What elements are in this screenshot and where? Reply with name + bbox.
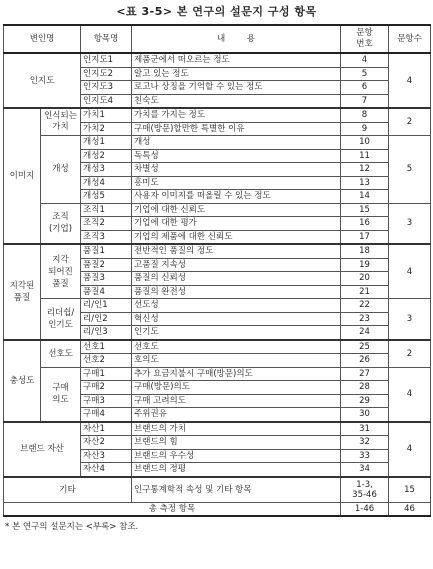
no-cell: 10 (341, 136, 389, 150)
content-cell: 혁신성 (132, 312, 341, 326)
item-cell: 선호1 (81, 340, 132, 354)
item-cell: 조직1 (81, 203, 132, 217)
content-cell: 호의도 (132, 354, 341, 368)
item-cell: 선호2 (81, 354, 132, 368)
item-cell: 인지도3 (81, 81, 132, 95)
count-cell: 4 (389, 53, 431, 108)
table-row (4, 53, 431, 67)
content-cell: 차별성 (132, 163, 341, 177)
item-cell: 품질3 (81, 272, 132, 286)
total-label: 총 측정 항목 (4, 502, 341, 516)
content-cell: 독특성 (132, 149, 341, 163)
content-cell: 선호도 (132, 340, 341, 354)
content-cell: 구매 고려의도 (132, 394, 341, 408)
no-cell: 24 (341, 326, 389, 340)
header-content: 내 용 (132, 25, 341, 53)
content-cell: 기업의 제품에 대한 신뢰도 (132, 230, 341, 244)
table-row (4, 203, 431, 217)
content-cell: 기업에 대한 평가 (132, 217, 341, 231)
item-cell: 조직3 (81, 230, 132, 244)
content-cell: 품질의 신뢰성 (132, 272, 341, 286)
content-cell: 품질의 완전성 (132, 285, 341, 299)
content-cell: 개성 (132, 136, 341, 150)
no-cell: 13 (341, 176, 389, 190)
content-cell: 브랜드의 우수성 (132, 449, 341, 463)
item-cell: 가치2 (81, 122, 132, 136)
content-cell: 주위권유 (132, 408, 341, 422)
no-cell: 31 (341, 422, 389, 436)
no-cell: 16 (341, 217, 389, 231)
table-row (4, 299, 431, 313)
no-cell: 6 (341, 81, 389, 95)
item-cell: 개성5 (81, 190, 132, 204)
item-cell: 가치1 (81, 108, 132, 122)
no-cell: 14 (341, 190, 389, 204)
content-cell: 친숙도 (132, 94, 341, 108)
subgroup-name: 구매 의도 (41, 367, 81, 422)
no-cell: 23 (341, 312, 389, 326)
total-row (4, 502, 431, 516)
item-cell: 조직2 (81, 217, 132, 231)
group-name: 충성도 (4, 340, 41, 422)
item-cell: 자산2 (81, 436, 132, 450)
group-name: 지각된 품질 (4, 244, 41, 340)
table-row (4, 367, 431, 381)
no-cell: 33 (341, 449, 389, 463)
item-cell: 구매4 (81, 408, 132, 422)
content-cell: 전반적인 품질의 정도 (132, 244, 341, 258)
no-cell: 30 (341, 408, 389, 422)
no-cell: 26 (341, 354, 389, 368)
total-no: 1-46 (341, 502, 389, 516)
content-cell: 추가 요금지불시 구매(방문)의도 (132, 367, 341, 381)
subgroup-name: 조직 (기업) (41, 203, 81, 244)
content-cell: 기업에 대한 신뢰도 (132, 203, 341, 217)
item-cell: 인지도4 (81, 94, 132, 108)
table-row (4, 340, 431, 354)
group-name: 인지도 (4, 53, 81, 108)
content-cell: 인기도 (132, 326, 341, 340)
item-cell: 개성4 (81, 176, 132, 190)
survey-table (3, 24, 431, 517)
no-cell: 11 (341, 149, 389, 163)
no-cell: 25 (341, 340, 389, 354)
item-cell: 자산1 (81, 422, 132, 436)
item-cell: 리/인2 (81, 312, 132, 326)
count-cell: 3 (389, 299, 431, 340)
no-cell: 17 (341, 230, 389, 244)
item-cell: 리/인1 (81, 299, 132, 313)
no-cell: 8 (341, 108, 389, 122)
item-cell: 품질4 (81, 285, 132, 299)
footnote: * 본 연구의 설문지는 <부록> 참조. (5, 522, 139, 532)
no-cell: 32 (341, 436, 389, 450)
content-cell: 선도성 (132, 299, 341, 313)
content-cell: 제품군에서 떠오르는 정도 (132, 53, 341, 67)
subgroup-name: 인식되는 가치 (41, 108, 81, 136)
content-cell: 구매(방문)할만한 특별한 이유 (132, 122, 341, 136)
count-cell: 3 (389, 203, 431, 244)
no-cell: 19 (341, 258, 389, 272)
no-cell: 27 (341, 367, 389, 381)
table-row (4, 136, 431, 150)
no-cell: 21 (341, 285, 389, 299)
content-cell: 고품질 지속성 (132, 258, 341, 272)
content-cell: 구매(방문)의도 (132, 381, 341, 395)
content-cell: 브랜드의 가치 (132, 422, 341, 436)
content-cell: 사용자 이미지를 떠올릴 수 있는 정도 (132, 190, 341, 204)
table-row (4, 244, 431, 258)
table-caption: <표 3-5> 본 연구의 설문지 구성 항목 (116, 5, 317, 18)
no-cell: 4 (341, 53, 389, 67)
subgroup-name: 선호도 (41, 340, 81, 368)
subgroup-name: 지각 되어진 품질 (41, 244, 81, 299)
content-cell: 알고 있는 정도 (132, 67, 341, 81)
content-cell: 브랜드의 힘 (132, 436, 341, 450)
count-cell: 4 (389, 422, 431, 477)
item-cell: 자산4 (81, 463, 132, 477)
no-cell: 15 (341, 203, 389, 217)
subgroup-name: 리더쉽/ 인기도 (41, 299, 81, 340)
table-row (4, 108, 431, 122)
no-cell: 20 (341, 272, 389, 286)
count-cell: 15 (389, 477, 431, 503)
content-cell: 브랜드의 정평 (132, 463, 341, 477)
count-cell: 4 (389, 367, 431, 422)
item-cell: 인지도2 (81, 67, 132, 81)
no-cell: 29 (341, 394, 389, 408)
header-variable: 변인명 (4, 25, 81, 53)
header-item-no: 문항 번호 (341, 25, 389, 53)
no-cell: 7 (341, 94, 389, 108)
count-cell: 2 (389, 340, 431, 368)
count-cell: 4 (389, 244, 431, 299)
content-cell: 인구통계학적 속성 및 기타 항목 (132, 477, 341, 503)
total-count: 46 (389, 502, 431, 516)
table-row (4, 422, 431, 436)
item-cell: 구매3 (81, 394, 132, 408)
item-cell: 리/인3 (81, 326, 132, 340)
content-cell: 흥미도 (132, 176, 341, 190)
item-cell: 구매2 (81, 381, 132, 395)
no-cell: 28 (341, 381, 389, 395)
group-name: 브랜드 자산 (4, 422, 81, 477)
item-cell: 품질1 (81, 244, 132, 258)
no-cell: 34 (341, 463, 389, 477)
no-cell: 18 (341, 244, 389, 258)
item-cell: 개성1 (81, 136, 132, 150)
no-cell: 9 (341, 122, 389, 136)
count-cell: 5 (389, 136, 431, 204)
header-count: 문항수 (389, 25, 431, 53)
no-cell: 5 (341, 67, 389, 81)
group-name: 이미지 (4, 108, 41, 244)
group-name: 기타 (4, 477, 132, 503)
no-cell: 22 (341, 299, 389, 313)
item-cell: 자산3 (81, 449, 132, 463)
no-cell: 1-3, 35-46 (341, 477, 389, 503)
item-cell: 인지도1 (81, 53, 132, 67)
item-cell: 개성2 (81, 149, 132, 163)
table-row (4, 477, 431, 503)
header-item-name: 항목명 (81, 25, 132, 53)
subgroup-name: 개성 (41, 136, 81, 204)
item-cell: 구매1 (81, 367, 132, 381)
content-cell: 로고나 상징을 기억할 수 있는 정도 (132, 81, 341, 95)
no-cell: 12 (341, 163, 389, 177)
item-cell: 품질2 (81, 258, 132, 272)
count-cell: 2 (389, 108, 431, 136)
item-cell: 개성3 (81, 163, 132, 177)
content-cell: 가치를 가지는 정도 (132, 108, 341, 122)
